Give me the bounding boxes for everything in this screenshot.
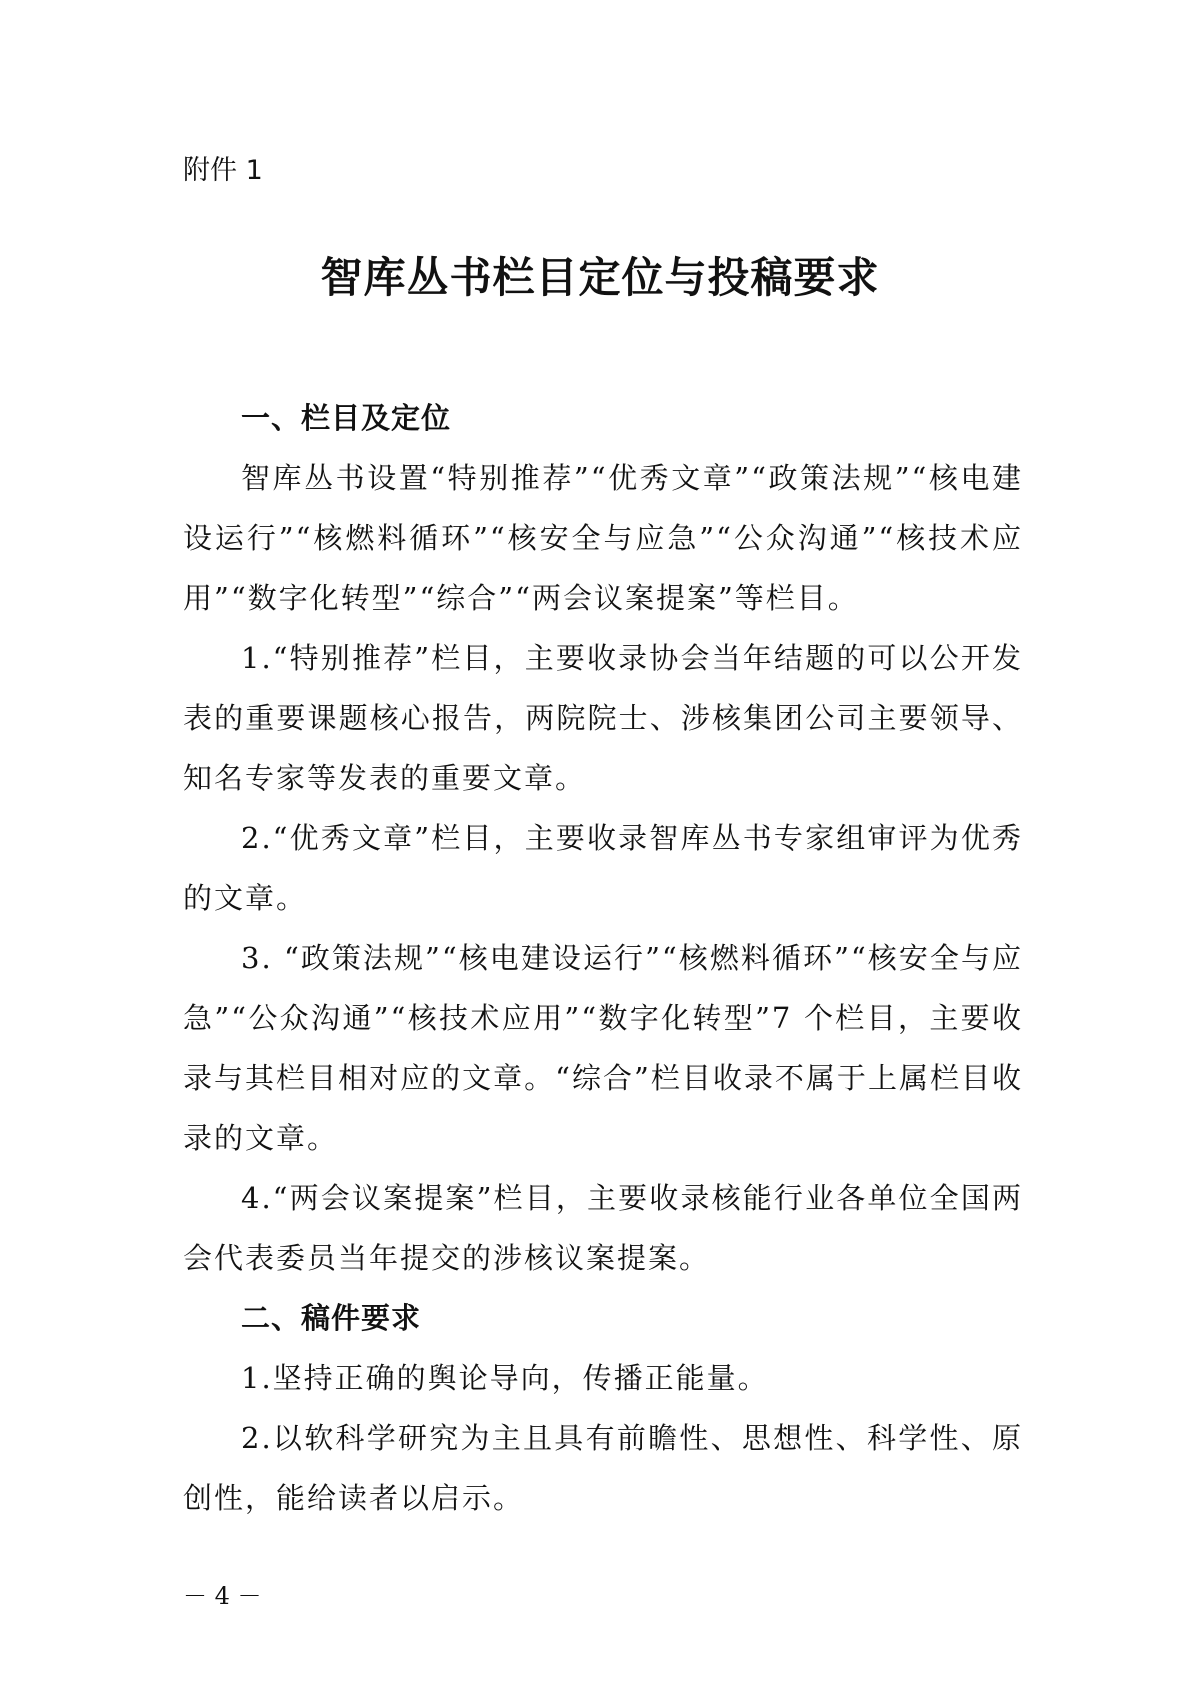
document-title: 智库丛书栏目定位与投稿要求: [320, 253, 880, 302]
section-heading: 一、栏目及定位: [241, 401, 452, 435]
paragraph: 3. “政策法规”“核电建设运行”“核燃料循环”“核安全与应急”“公众沟通”“核技术应用”“数字化转型”7 个栏目，主要收录与其栏目相对应的文章。“综合”栏目收录不属于上属栏目收录的文章。: [183, 941, 1023, 1155]
page-number: － 4 －: [183, 1582, 262, 1610]
paragraph: 2.“优秀文章”栏目，主要收录智库丛书专家组审评为优秀 的文章。: [183, 821, 1023, 915]
paragraph: 智库丛书设置“特别推荐”“优秀文章”“政策法规”“核电建设运行”“核燃料循环”“核安全与应急”“公众沟通”“核技术应用”“数字化转型”“综合”“两会议案提案”等栏目。: [183, 461, 1023, 615]
annex-label: 附件 1: [183, 155, 263, 186]
paragraph: 4.“两会议案提案”栏目，主要收录核能行业各单位全国两会代表委员当年提交的涉核议案提案。: [183, 1181, 1023, 1275]
paragraph: 1.坚持正确的舆论导向，传播正能量。: [241, 1361, 769, 1395]
paragraph: 1.“特别推荐”栏目，主要收录协会当年结题的可以公开发表的重要课题核心报告，两院院士、涉核集团公司主要领导、知名专家等发表的重要文章。: [183, 641, 1023, 795]
paragraph: 2.以软科学研究为主且具有前瞻性、思想性、科学性、原创性，能给读者以启示。: [183, 1421, 1023, 1515]
document-body: [183, 388, 1023, 1528]
section-heading: 二、稿件要求: [241, 1301, 422, 1335]
